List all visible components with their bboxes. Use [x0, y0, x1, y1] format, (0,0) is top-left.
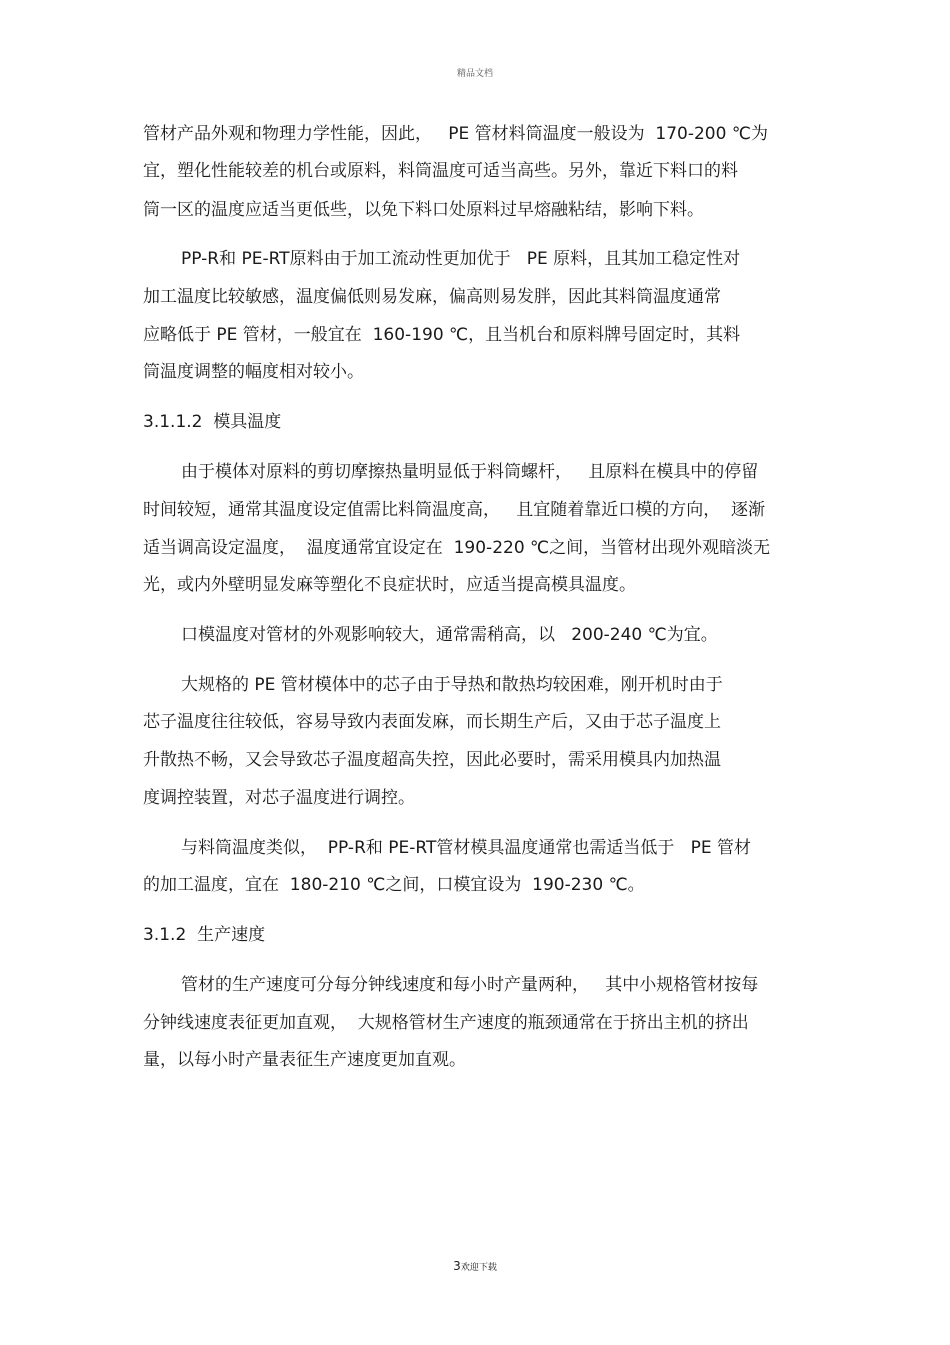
paragraph-line: 口模温度对管材的外观影响较大，通常需稍高，以 200-240 ℃为宜。	[181, 625, 718, 645]
paragraph-line: 管材的生产速度可分每分钟线速度和每小时产量两种， 其中小规格管材按每	[181, 975, 759, 995]
section-heading: 3.1.2 生产速度	[143, 925, 266, 945]
paragraph-line: 度调控装置，对芯子温度进行调控。	[143, 788, 415, 808]
section-heading: 3.1.1.2 模具温度	[143, 412, 282, 432]
paragraph-line: 光，或内外壁明显发麻等塑化不良症状时，应适当提高模具温度。	[143, 575, 636, 595]
paragraph-line: 宜，塑化性能较差的机台或原料，料筒温度可适当高些。另外，靠近下料口的料	[143, 161, 738, 181]
paragraph-line: 与料筒温度类似， PP-R和 PE-RT管材模具温度通常也需适当低于 PE 管材	[181, 838, 751, 858]
paragraph-line: 适当调高设定温度， 温度通常宜设定在 190-220 ℃之间，当管材出现外观暗淡无	[143, 538, 771, 558]
paragraph-line: 筒温度调整的幅度相对较小。	[143, 362, 364, 382]
paragraph-line: 升散热不畅，又会导致芯子温度超高失控，因此必要时，需采用模具内加热温	[143, 750, 721, 770]
page-header: 精品文档	[456, 69, 493, 79]
paragraph-line: 管材产品外观和物理力学性能，因此， PE 管材料筒温度一般设为 170-200 ℃为	[143, 124, 768, 144]
paragraph-line: 大规格的 PE 管材模体中的芯子由于导热和散热均较困难，刚开机时由于	[181, 675, 723, 695]
paragraph-line: 分钟线速度表征更加直观， 大规格管材生产速度的瓶颈通常在于挤出主机的挤出	[143, 1013, 749, 1033]
page-number: 3	[453, 1259, 461, 1273]
paragraph-line: PP-R和 PE-RT原料由于加工流动性更加优于 PE 原料，且其加工稳定性对	[181, 249, 741, 269]
paragraph-line: 由于模体对原料的剪切摩擦热量明显低于料筒螺杆， 且原料在模具中的停留	[181, 462, 759, 482]
paragraph-line: 的加工温度，宜在 180-210 ℃之间，口模宜设为 190-230 ℃。	[143, 875, 645, 895]
paragraph-line: 加工温度比较敏感，温度偏低则易发麻，偏高则易发胖，因此其料筒温度通常	[143, 287, 721, 307]
paragraph-line: 筒一区的温度应适当更低些，以免下料口处原料过早熔融粘结，影响下料。	[143, 200, 704, 220]
page-footer	[0, 1259, 950, 1273]
paragraph-line: 时间较短，通常其温度设定值需比料筒温度高， 且宜随着靠近口模的方向， 逐渐	[143, 500, 766, 520]
footer-note: 欢迎下载	[460, 1263, 497, 1273]
paragraph-line: 芯子温度往往较低，容易导致内表面发麻，而长期生产后，又由于芯子温度上	[143, 712, 721, 732]
paragraph-line: 量，以每小时产量表征生产速度更加直观。	[143, 1050, 466, 1070]
paragraph-line: 应略低于 PE 管材，一般宜在 160-190 ℃，且当机台和原料牌号固定时，其料	[143, 325, 741, 345]
